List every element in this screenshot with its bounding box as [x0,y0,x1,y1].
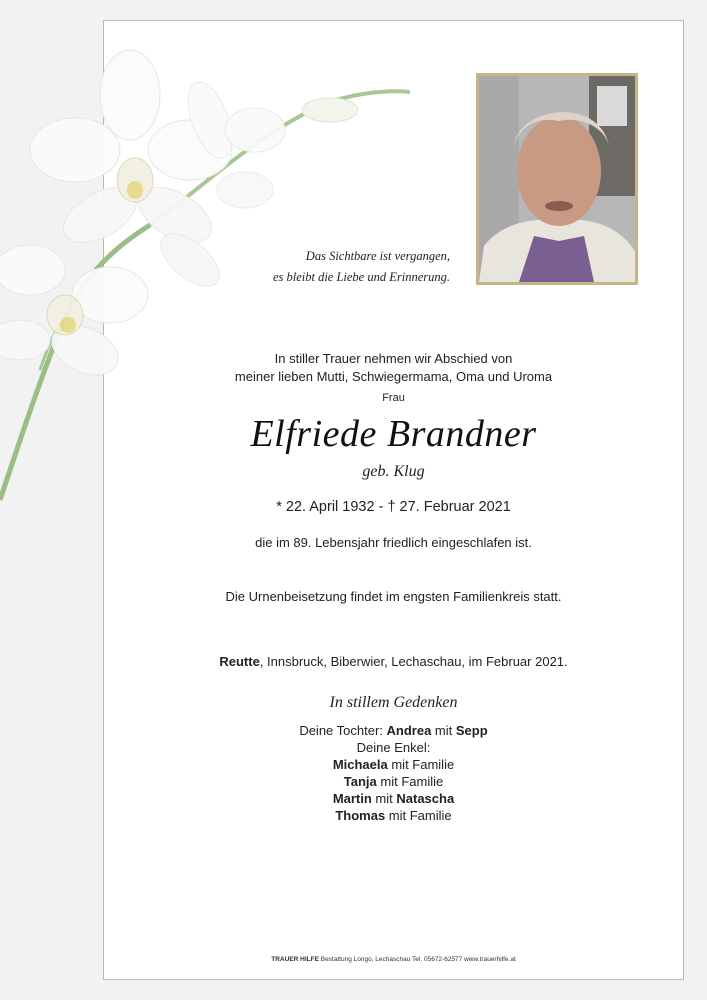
daughter-line [103,722,684,739]
life-dates: * 22. April 1932 - † 27. Februar 2021 [276,499,511,515]
grandchild-line [103,773,684,790]
daughter-name: Andrea [386,723,432,738]
grandchild-line [103,790,684,807]
portrait-photo-icon [479,76,635,282]
daughter-partner: Sepp [455,723,488,738]
intro-line-1: In stiller Trauer nehmen wir Abschied von [274,351,513,366]
grandchild-name: Martin [332,791,372,806]
place-rest: , Innsbruck, Biberwier, Lechaschau, im Februar 2021. [259,654,568,669]
daughter-prefix: Deine Tochter: [299,723,387,738]
gedenken-heading: In stillem Gedenken [329,694,458,711]
grandchildren-label: Deine Enkel: [356,740,431,755]
grandchild-mit: mit [371,791,397,806]
quote-line-1: Das Sichtbare ist vergangen, [305,249,450,263]
burial-line: Die Urnenbeisetzung findet im engsten Familienkreis statt. [225,589,562,604]
grandchild-suffix: mit Familie [387,757,455,772]
grandchild-name: Tanja [343,774,377,789]
salutation: Frau [382,392,405,404]
footer-rest: Bestattung Longo, Lechaschau Tel. 05672-62577 www.trauerhilfe.at [318,956,516,963]
quote-line-2: es bleibt die Liebe und Erinnerung. [272,270,450,284]
memorial-quote [200,246,450,288]
funeral-home-footer [103,956,684,963]
age-line: die im 89. Lebensjahr friedlich eingeschlafen ist. [255,535,532,550]
grandchild-line [103,756,684,773]
footer-brand: TRAUER HILFE [271,956,319,963]
place-bold: Reutte [219,654,260,669]
grandchild-line [103,807,684,824]
grandchild-name: Michaela [332,757,388,772]
intro-text [103,350,684,386]
grandchild-partner: Natascha [396,791,455,806]
daughter-mit: mit [431,723,456,738]
intro-line-2: meiner lieben Mutti, Schwiegermama, Oma und Uroma [234,369,553,384]
portrait-frame [476,73,638,285]
grandchild-suffix: mit Familie [385,808,452,823]
deceased-name: Elfriede Brandner [250,413,537,455]
maiden-name: geb. Klug [362,463,425,480]
grandchild-name: Thomas [335,808,386,823]
mourners-list [103,722,684,824]
grandchild-suffix: mit Familie [376,774,444,789]
place-line [103,654,684,669]
